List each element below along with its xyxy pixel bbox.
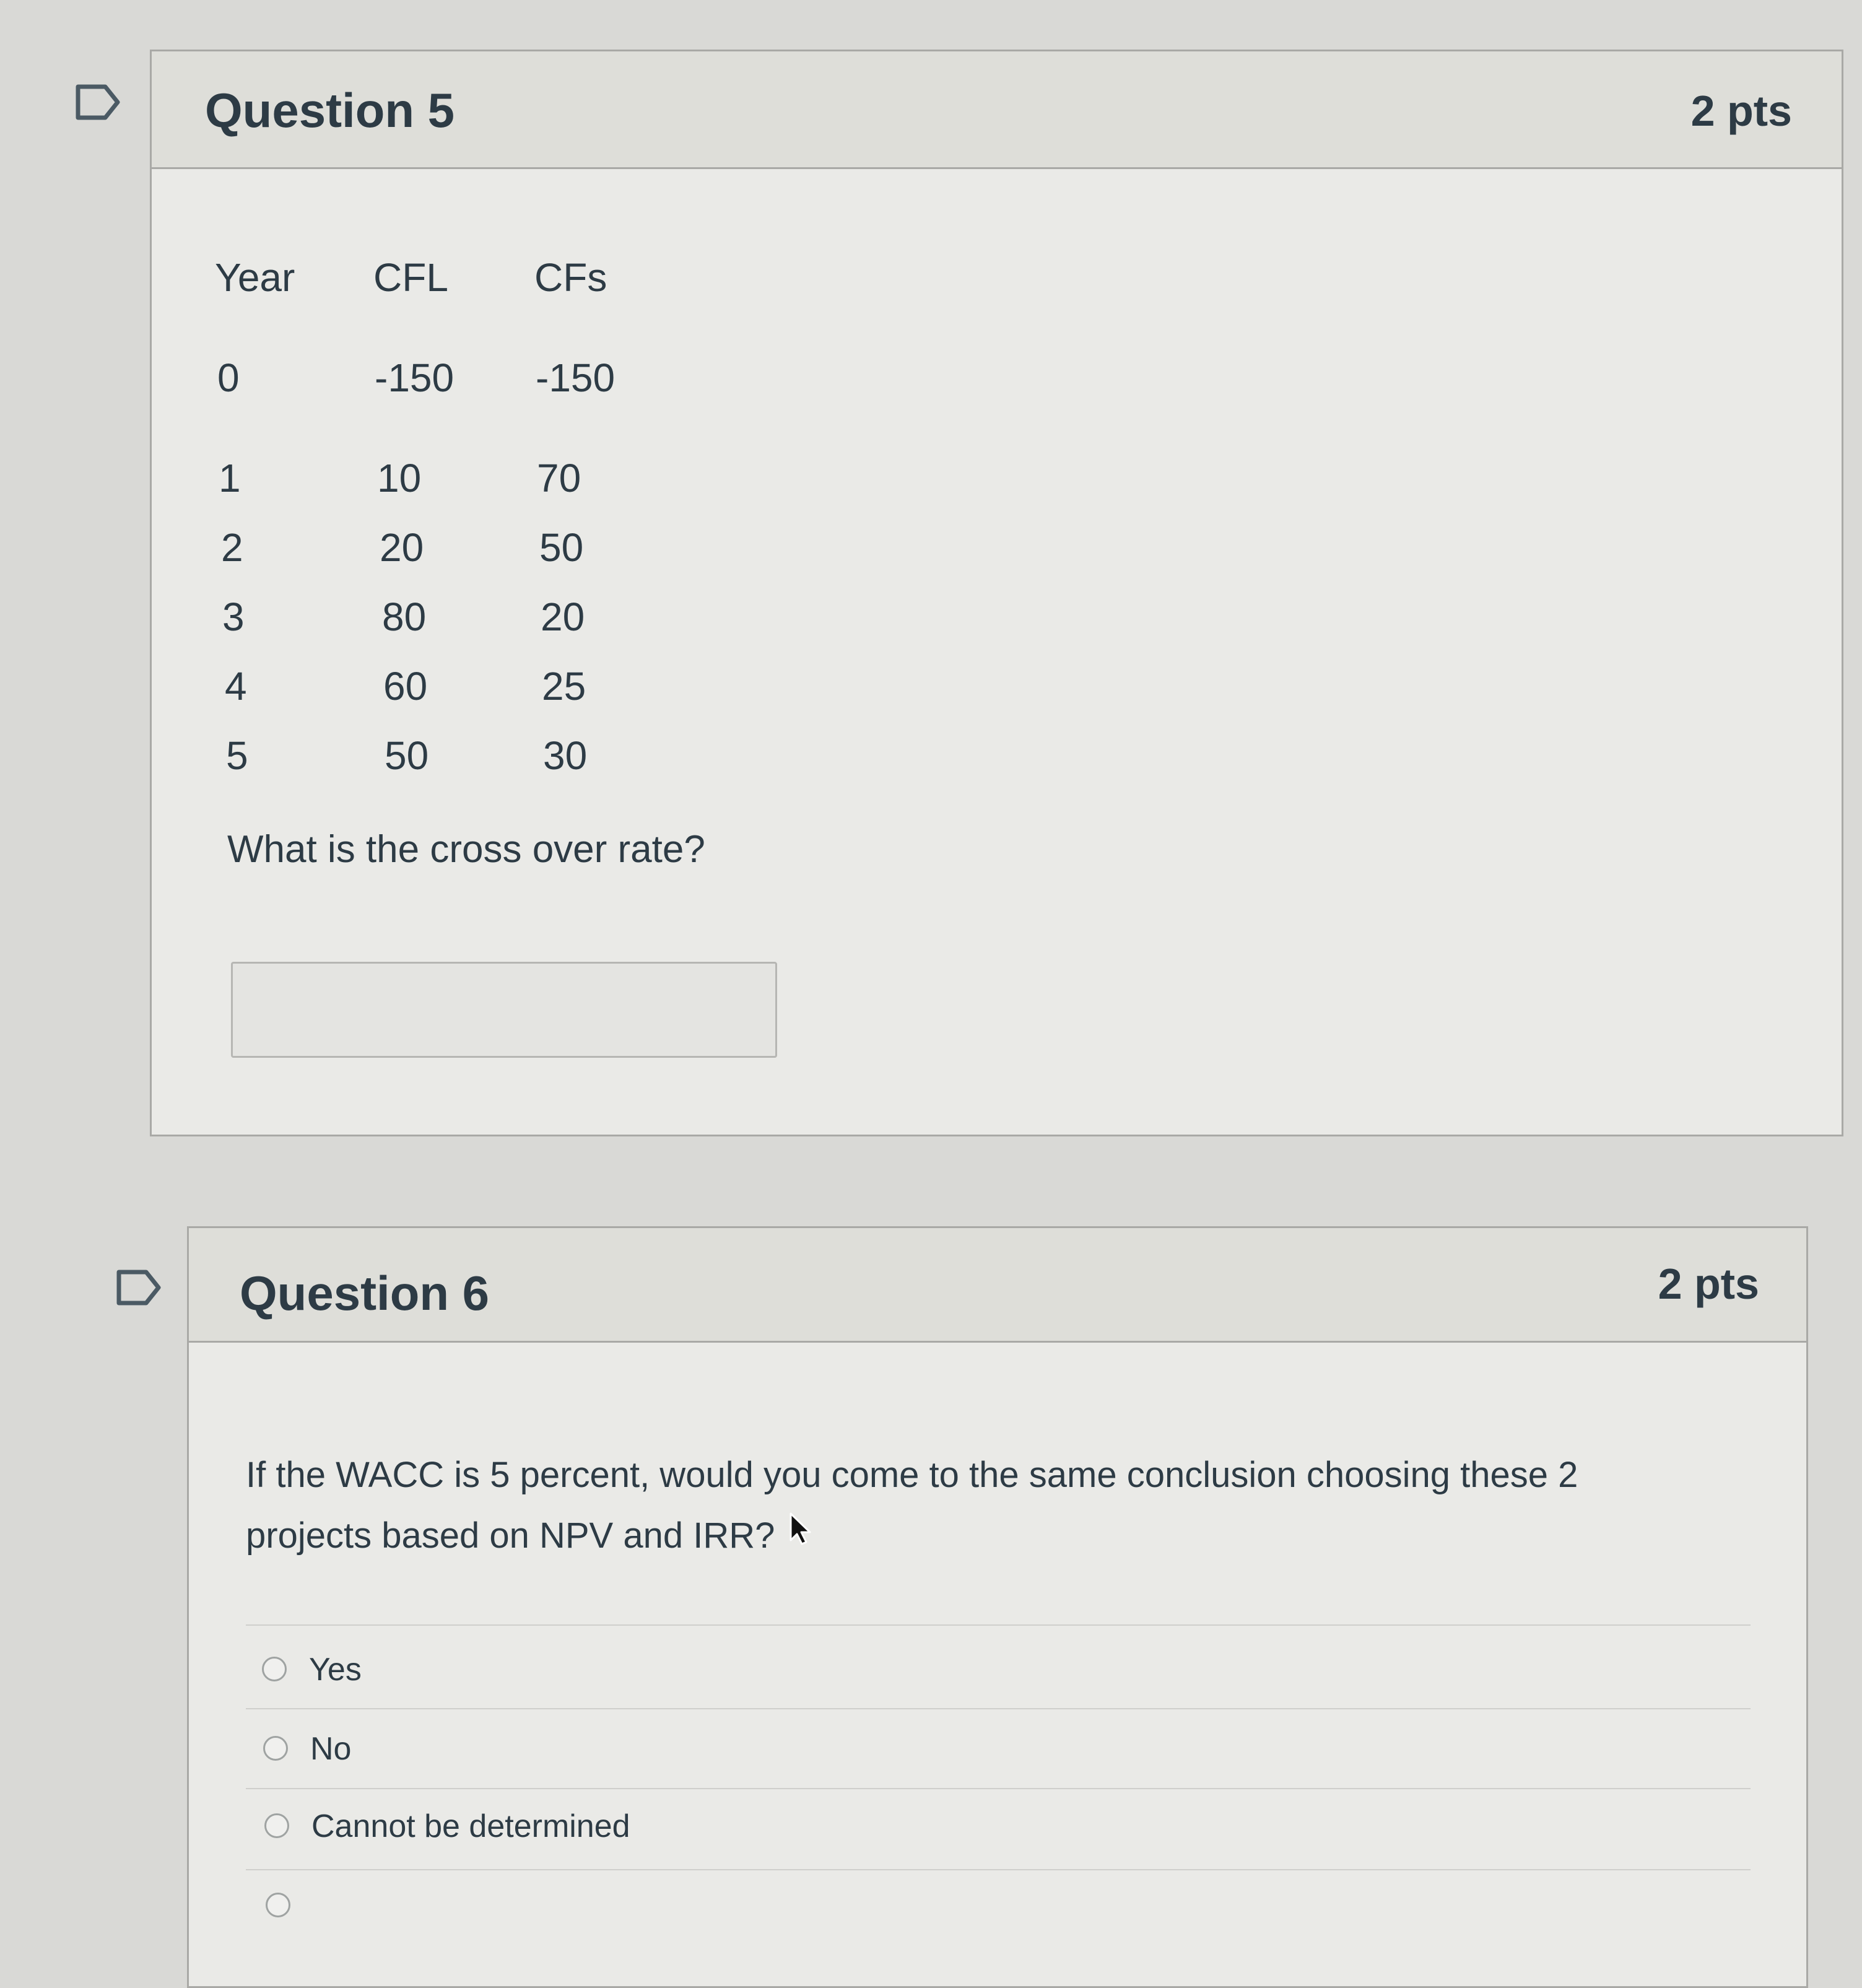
answer-label-cannot-be-determined: Cannot be determined	[311, 1808, 630, 1844]
question-5-header	[152, 51, 1842, 169]
question-6-prompt-line-2	[246, 1506, 1732, 1566]
table-row	[152, 594, 647, 643]
radio-no[interactable]	[263, 1736, 288, 1761]
cell-year: 1	[219, 456, 241, 500]
cell-year: 2	[221, 525, 243, 570]
cell-cfl: 20	[380, 525, 424, 570]
cell-cfs: -150	[536, 355, 616, 400]
table-row	[152, 355, 647, 404]
answer-option-no[interactable]	[189, 1709, 1806, 1790]
answer-option-yes[interactable]	[189, 1628, 1806, 1708]
table-row	[152, 663, 647, 713]
cell-cfl: -150	[375, 355, 455, 400]
table-row	[152, 525, 647, 574]
cell-cfl: 80	[382, 595, 427, 639]
table-row	[152, 455, 647, 505]
question-6-title: Question 6	[240, 1266, 490, 1320]
question-6-header	[189, 1228, 1806, 1343]
question-6-points: 2 pts	[1658, 1260, 1759, 1308]
question-5-prompt: What is the cross over rate?	[227, 828, 705, 871]
answer-label-no: No	[310, 1731, 352, 1767]
question-5-points: 2 pts	[1690, 87, 1792, 135]
answer-input[interactable]	[231, 962, 777, 1058]
question-6-prompt	[246, 1445, 1732, 1566]
question-5-title: Question 5	[205, 83, 455, 137]
cell-cfl: 60	[383, 664, 428, 708]
cell-cfs: 70	[537, 456, 581, 500]
column-header-year: Year	[215, 255, 295, 300]
cell-cfl: 50	[385, 733, 429, 778]
cell-cfs: 50	[539, 525, 584, 570]
radio-yes[interactable]	[262, 1657, 287, 1681]
table-row	[152, 733, 647, 782]
answer-option-cannot-be-determined[interactable]	[189, 1789, 1806, 1870]
cell-year: 0	[217, 355, 240, 400]
mouse-cursor-icon	[789, 1512, 812, 1545]
cell-year: 5	[226, 733, 248, 778]
answer-label-yes: Yes	[309, 1652, 362, 1688]
column-header-cfl: CFL	[373, 255, 448, 300]
flag-question-icon[interactable]	[76, 84, 120, 120]
cell-cfs: 25	[542, 664, 586, 708]
column-header-cfs: CFs	[534, 255, 607, 300]
cell-year: 3	[222, 595, 245, 639]
question-6-card	[187, 1226, 1808, 1988]
table-header-row	[152, 255, 647, 304]
answer-divider	[246, 1624, 1751, 1626]
cell-cfs: 20	[541, 595, 585, 639]
cell-cfl: 10	[377, 456, 422, 500]
answer-option-partial[interactable]	[189, 1870, 1806, 1951]
cell-cfs: 30	[543, 733, 588, 778]
cell-year: 4	[225, 664, 247, 708]
question-5-card	[150, 50, 1843, 1136]
flag-question-icon[interactable]	[116, 1270, 161, 1306]
radio-cannot-be-determined[interactable]	[264, 1813, 289, 1838]
radio-partially-visible[interactable]	[266, 1893, 290, 1917]
question-6-prompt-line-1: If the WACC is 5 percent, would you come to the same conclusion choosing these 2	[246, 1455, 1578, 1495]
question-6-prompt-line-2-text: projects based on NPV and IRR?	[246, 1515, 775, 1556]
